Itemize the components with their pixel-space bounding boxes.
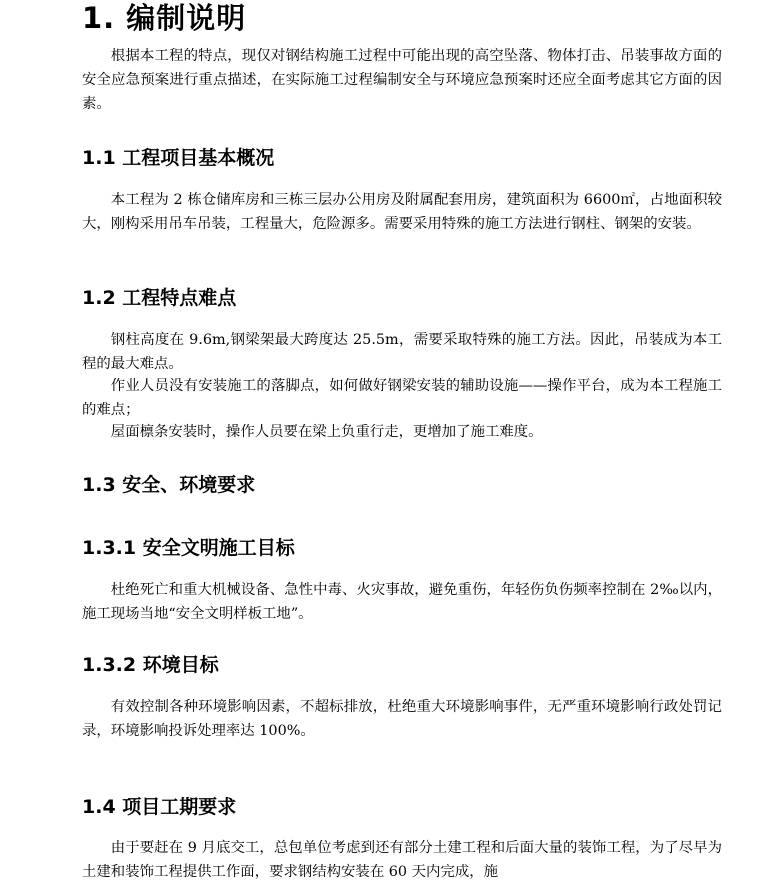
section-1-3-1-paragraph: 杜绝死亡和重大机械设备、急性中毒、火灾事故，避免重伤，年轻伤负伤频率控制在 2‰以内，施工现场当地“安全文明样板工地”。 [82,582,722,622]
section-1-3-heading: 1.3 安全、环境要求 [82,474,256,496]
section-1-2-paragraph-2: 作业人员没有安装施工的落脚点，如何做好钢梁安装的辅助设施——操作平台，成为本工程施工的难点； [82,378,722,418]
section-1-3-2-paragraph: 有效控制各种环境影响因素，不超标排放，杜绝重大环境影响事件，无严重环境影响行政处罚记录，环境影响投诉处理率达 100%。 [82,699,722,739]
section-1-1-paragraph: 本工程为 2 栋仓储库房和三栋三层办公用房及附属配套用房，建筑面积为 6600㎡，占地面积较大，刚构采用吊车吊装，工程量大，危险源多。需要采用特殊的施工方法进行钢柱、钢架的安装。 [82,192,722,232]
section-1-paragraph: 根据本工程的特点，现仅对钢结构施工过程中可能出现的高空坠落、物体打击、吊装事故方面的安全应急预案进行重点描述，在实际施工过程编制安全与环境应急预案时还应全面考虑其它方面的因素。 [82,48,722,112]
section-1-4-heading: 1.4 项目工期要求 [82,796,237,818]
section-1-2-paragraph-1: 钢柱高度在 9.6m,钢梁架最大跨度达 25.5m，需要采取特殊的施工方法。因此，吊装成为本工程的最大难点。 [82,332,722,372]
section-1-heading: 1. 编制说明 [82,1,247,35]
section-1-2-heading: 1.2 工程特点难点 [82,287,237,309]
section-1-4-paragraph: 由于要赶在 9 月底交工，总包单位考虑到还有部分土建工程和后面大量的装饰工程，为了尽早为土建和装饰工程提供工作面，要求钢结构安装在 60 天内完成，施 [82,840,722,880]
section-1-3-1-heading: 1.3.1 安全文明施工目标 [82,537,295,559]
section-1-3-2-heading: 1.3.2 环境目标 [82,654,219,676]
section-1-1-heading: 1.1 工程项目基本概况 [82,147,275,169]
section-1-2-paragraph-3: 屋面檩条安装时，操作人员要在梁上负重行走，更增加了施工难度。 [110,424,543,440]
